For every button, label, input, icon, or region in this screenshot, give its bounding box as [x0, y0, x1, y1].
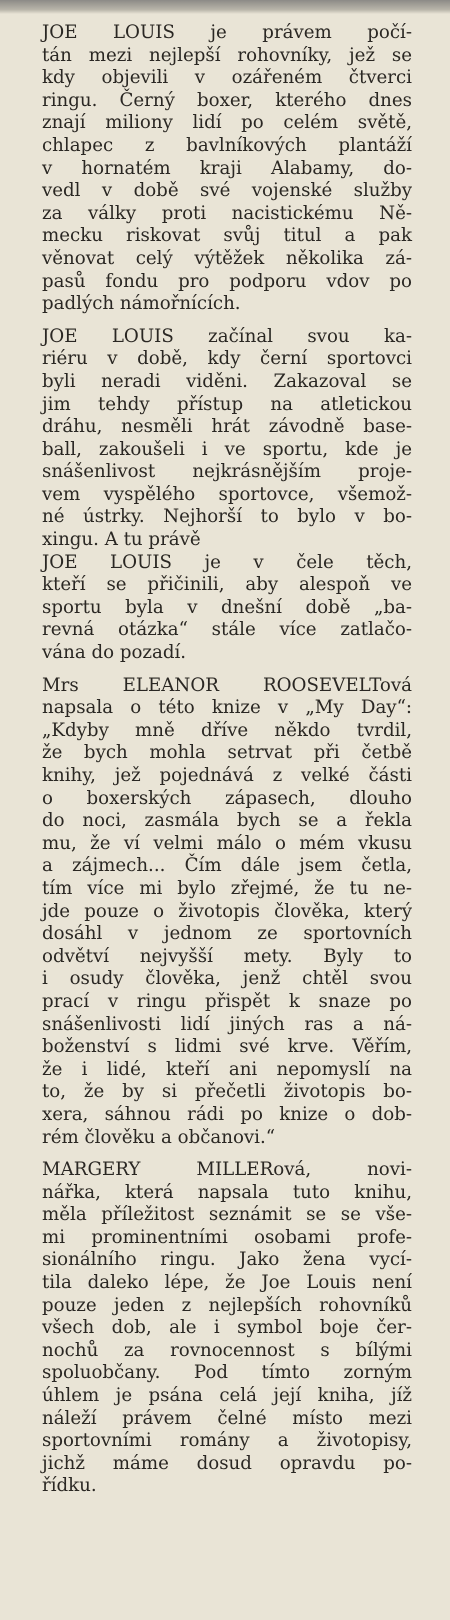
text-line: byli neradi viděni. Zakazoval se: [42, 370, 412, 392]
text-line: né ústrky. Nejhorší to bylo v bo-: [42, 506, 412, 528]
text-line: xera, sáhnou rádi po knize o dob-: [42, 1103, 412, 1125]
text-line: napsala o této knize v „My Day“:: [42, 697, 412, 719]
paragraph: [42, 22, 412, 316]
text-line: prací v ringu přispět k snaze po: [42, 990, 412, 1012]
text-line: i osudy člověka, jenž chtěl svou: [42, 968, 412, 990]
text-line: Mrs ELEANOR ROOSEVELTová: [42, 674, 412, 696]
text-line: a zájmech... Čím dále jsem četla,: [42, 855, 412, 877]
text-line: nářka, která napsala tuto knihu,: [42, 1181, 412, 1203]
text-line: jde pouze o životopis člověka, který: [42, 900, 412, 922]
text-line: ball, zakoušeli i ve sportu, kde je: [42, 438, 412, 460]
text-line: tila daleko lépe, že Joe Louis není: [42, 1272, 412, 1294]
text-line: pasů fondu pro podporu vdov po: [42, 270, 412, 292]
paragraph: [42, 675, 412, 1149]
text-line: mi prominentními osobami profe-: [42, 1226, 412, 1248]
text-line: odvětví nejvyšší mety. Byly to: [42, 945, 412, 967]
text-line: věnovat celý výtěžek několika zá-: [42, 247, 412, 269]
text-line: to, že by si přečetli životopis bo-: [42, 1081, 412, 1103]
text-line: MARGERY MILLERová, novi-: [42, 1159, 412, 1181]
text-line: tán mezi nejlepší rohovníky, jež se: [42, 44, 412, 66]
text-line: mecku riskovat svůj titul a pak: [42, 225, 412, 247]
text-line: kdy objevili v ozářeném čtverci: [42, 67, 412, 89]
text-line: všech dob, ale i symbol boje čer-: [42, 1317, 412, 1339]
text-line: že bych mohla setrvat při četbě: [42, 742, 412, 764]
text-line: dosáhl v jednom ze sportovních: [42, 923, 412, 945]
text-line: JOE LOUIS je v čele těch,: [42, 551, 412, 573]
page-top-edge: [0, 0, 450, 14]
text-line: mu, že ví velmi málo o mém vkusu: [42, 832, 412, 854]
text-line: JOE LOUIS je právem počí-: [42, 22, 412, 43]
text-line: vána do pozadí.: [42, 642, 187, 664]
text-line: v hornatém kraji Alabamy, do-: [42, 157, 412, 179]
text-line: pouze jeden z nejlepších rohovníků: [42, 1294, 412, 1316]
text-line: vedl v době své vojenské služby: [42, 180, 412, 202]
text-line: kteří se přičinili, aby alespoň ve: [42, 574, 412, 596]
text-line: revná otázka“ stále více zatlačo-: [42, 619, 412, 641]
text-line: měla příležitost seznámit se se vše-: [42, 1204, 412, 1226]
text-line: za války proti nacistickému Ně-: [42, 202, 412, 224]
text-line: nochů za rovnocennost s bílými: [42, 1339, 412, 1361]
text-line: že i lidé, kteří ani nepomyslí na: [42, 1058, 412, 1080]
text-line: chlapec z bavlníkových plantáží: [42, 134, 412, 156]
paragraph: [42, 326, 412, 665]
text-line: xingu. A tu právě: [42, 529, 201, 551]
text-line: ringu. Černý boxer, kterého dnes: [42, 89, 412, 111]
text-line: padlých námořnících.: [42, 293, 241, 315]
text-line: úhlem je psána celá její kniha, jíž: [42, 1385, 412, 1407]
text-line: snášenlivost nejkrásnějším proje-: [42, 461, 412, 483]
text-line: JOE LOUIS začínal svou ka-: [42, 325, 412, 347]
text-line: boženství s lidmi své krve. Věřím,: [42, 1036, 412, 1058]
text-line: vem vyspělého sportovce, všemož-: [42, 483, 412, 505]
text-line: sportovními romány a životopisy,: [42, 1430, 412, 1452]
text-line: sportu byla v dnešní době „ba-: [42, 596, 412, 618]
text-line: riéru v době, kdy černí sportovci: [42, 348, 412, 370]
text-line: rém člověku a občanovi.“: [42, 1126, 276, 1148]
text-line: znají miliony lidí po celém světě,: [42, 112, 412, 134]
text-line: tím více mi bylo zřejmé, že tu ne-: [42, 877, 412, 899]
text-line: o boxerských zápasech, dlouho: [42, 787, 412, 809]
text-line: „Kdyby mně dříve někdo tvrdil,: [42, 719, 412, 741]
text-line: řídku.: [42, 1475, 97, 1497]
text-line: sionálního ringu. Jako žena vycí-: [42, 1249, 412, 1271]
book-flap-text: [42, 22, 412, 1508]
text-line: spoluobčany. Pod tímto zorným: [42, 1362, 412, 1384]
text-line: knihy, jež pojednává z velké části: [42, 765, 412, 786]
text-line: do noci, zasmála bych se a řekla: [42, 810, 412, 832]
text-line: dráhu, nesměli hrát závodně base-: [42, 416, 412, 438]
text-line: jichž máme dosud opravdu po-: [42, 1452, 412, 1474]
paragraph: [42, 1159, 412, 1498]
text-line: snášenlivosti lidí jiných ras a ná-: [42, 1013, 412, 1035]
text-line: náleží právem čelné místo mezi: [42, 1407, 412, 1429]
text-line: jim tehdy přístup na atletickou: [42, 393, 412, 415]
